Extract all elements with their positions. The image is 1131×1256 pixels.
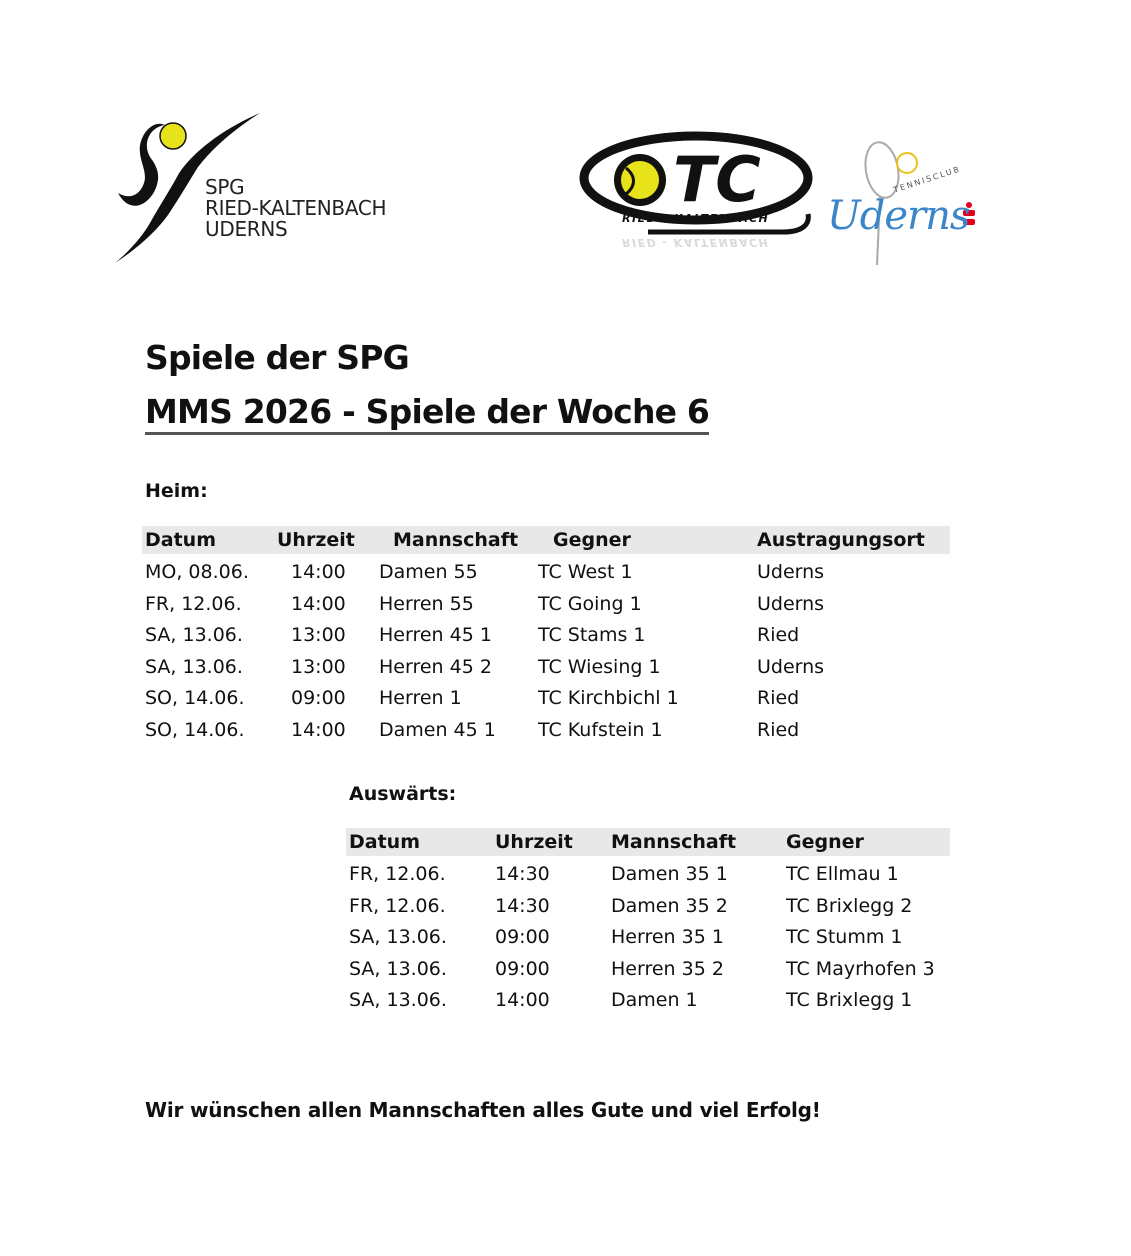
cell-datum: SA, 13.06. <box>145 624 243 647</box>
tc-logo-reflection: RIED - KALTENBACH <box>622 236 770 249</box>
cell-datum: SA, 13.06. <box>145 655 243 678</box>
header-uhrzeit: Uhrzeit <box>495 831 573 853</box>
header-gegner: Gegner <box>786 831 864 853</box>
cell-mannschaft: Herren 35 1 <box>611 926 724 949</box>
cell-mannschaft: Herren 1 <box>379 687 462 710</box>
away-table <box>346 828 950 1018</box>
tc-mark-text: TC <box>673 143 761 216</box>
cell-austragungsort: Uderns <box>757 655 825 678</box>
cell-austragungsort: Ried <box>757 719 800 741</box>
cell-uhrzeit: 14:30 <box>495 863 550 885</box>
cell-uhrzeit: 09:00 <box>495 957 550 980</box>
cell-mannschaft: Damen 1 <box>611 989 698 1012</box>
away-label: Auswärts: <box>349 783 457 805</box>
cell-uhrzeit: 13:00 <box>291 624 346 647</box>
cell-uhrzeit: 14:00 <box>291 561 346 583</box>
header-mannschaft: Mannschaft <box>611 831 737 853</box>
cell-gegner: TC Stumm 1 <box>786 926 903 949</box>
cell-mannschaft: Damen 35 2 <box>611 894 728 917</box>
spg-logo-line3: UDERNS <box>205 217 288 241</box>
cell-gegner: TC West 1 <box>538 561 633 583</box>
spg-logo-line2: RIED-KALTENBACH <box>205 196 387 220</box>
cell-mannschaft: Damen 45 1 <box>379 719 496 741</box>
header-datum: Datum <box>145 529 216 551</box>
cell-datum: SO, 14.06. <box>145 719 245 741</box>
cell-austragungsort: Ried <box>757 624 800 647</box>
cell-mannschaft: Damen 55 <box>379 561 478 583</box>
cell-gegner: TC Brixlegg 2 <box>786 894 913 917</box>
cell-mannschaft: Herren 35 2 <box>611 957 724 980</box>
cell-gegner: TC Ellmau 1 <box>786 863 899 885</box>
cell-mannschaft: Damen 35 1 <box>611 863 728 885</box>
cell-datum: FR, 12.06. <box>349 894 446 917</box>
page-subtitle: MMS 2026 - Spiele der Woche 6 <box>145 392 709 435</box>
closing-message: Wir wünschen allen Mannschaften alles Gute und viel Erfolg! <box>145 1098 821 1122</box>
home-table <box>142 526 950 746</box>
cell-mannschaft: Herren 55 <box>379 592 474 615</box>
cell-gegner: TC Brixlegg 1 <box>786 989 913 1012</box>
header-gegner: Gegner <box>553 529 631 551</box>
header-mannschaft: Mannschaft <box>393 529 519 551</box>
spg-logo-line1: SPG <box>205 175 245 199</box>
cell-datum: SA, 13.06. <box>349 957 447 980</box>
cell-gegner: TC Mayrhofen 3 <box>786 957 935 980</box>
cell-mannschaft: Herren 45 1 <box>379 624 492 647</box>
cell-uhrzeit: 14:00 <box>495 989 550 1012</box>
cell-uhrzeit: 09:00 <box>291 687 346 710</box>
uderns-club-text: TENNISCLUB <box>892 164 963 195</box>
tc-logo-subtitle: RIED - KALTENBACH <box>622 212 770 225</box>
page-title: Spiele der SPG <box>145 338 409 377</box>
cell-datum: FR, 12.06. <box>145 592 242 615</box>
home-label: Heim: <box>145 480 208 502</box>
cell-gegner: TC Wiesing 1 <box>538 655 661 678</box>
cell-datum: FR, 12.06. <box>349 863 446 885</box>
spg-logo <box>110 105 385 270</box>
cell-uhrzeit: 09:00 <box>495 926 550 949</box>
header-uhrzeit: Uhrzeit <box>277 529 355 551</box>
tc-ried-kaltenbach-logo <box>578 128 818 338</box>
header-datum: Datum <box>349 831 420 853</box>
cell-gegner: TC Going 1 <box>538 592 642 615</box>
tc-uderns-logo <box>822 135 1007 270</box>
cell-uhrzeit: 14:30 <box>495 894 550 917</box>
cell-datum: SA, 13.06. <box>349 926 447 949</box>
cell-austragungsort: Ried <box>757 687 800 710</box>
cell-uhrzeit: 14:00 <box>291 592 346 615</box>
uderns-script-text: Uderns <box>827 193 970 239</box>
header-austragungsort: Austragungsort <box>757 529 925 551</box>
cell-uhrzeit: 14:00 <box>291 719 346 741</box>
cell-gegner: TC Kufstein 1 <box>538 719 663 741</box>
cell-datum: MO, 08.06. <box>145 561 249 583</box>
cell-mannschaft: Herren 45 2 <box>379 655 492 678</box>
cell-datum: SA, 13.06. <box>349 989 447 1012</box>
cell-datum: SO, 14.06. <box>145 687 245 710</box>
cell-austragungsort: Uderns <box>757 561 825 583</box>
cell-uhrzeit: 13:00 <box>291 655 346 678</box>
cell-austragungsort: Uderns <box>757 592 825 615</box>
cell-gegner: TC Stams 1 <box>538 624 646 647</box>
cell-gegner: TC Kirchbichl 1 <box>538 687 679 710</box>
tc-oval-icon <box>578 128 818 253</box>
